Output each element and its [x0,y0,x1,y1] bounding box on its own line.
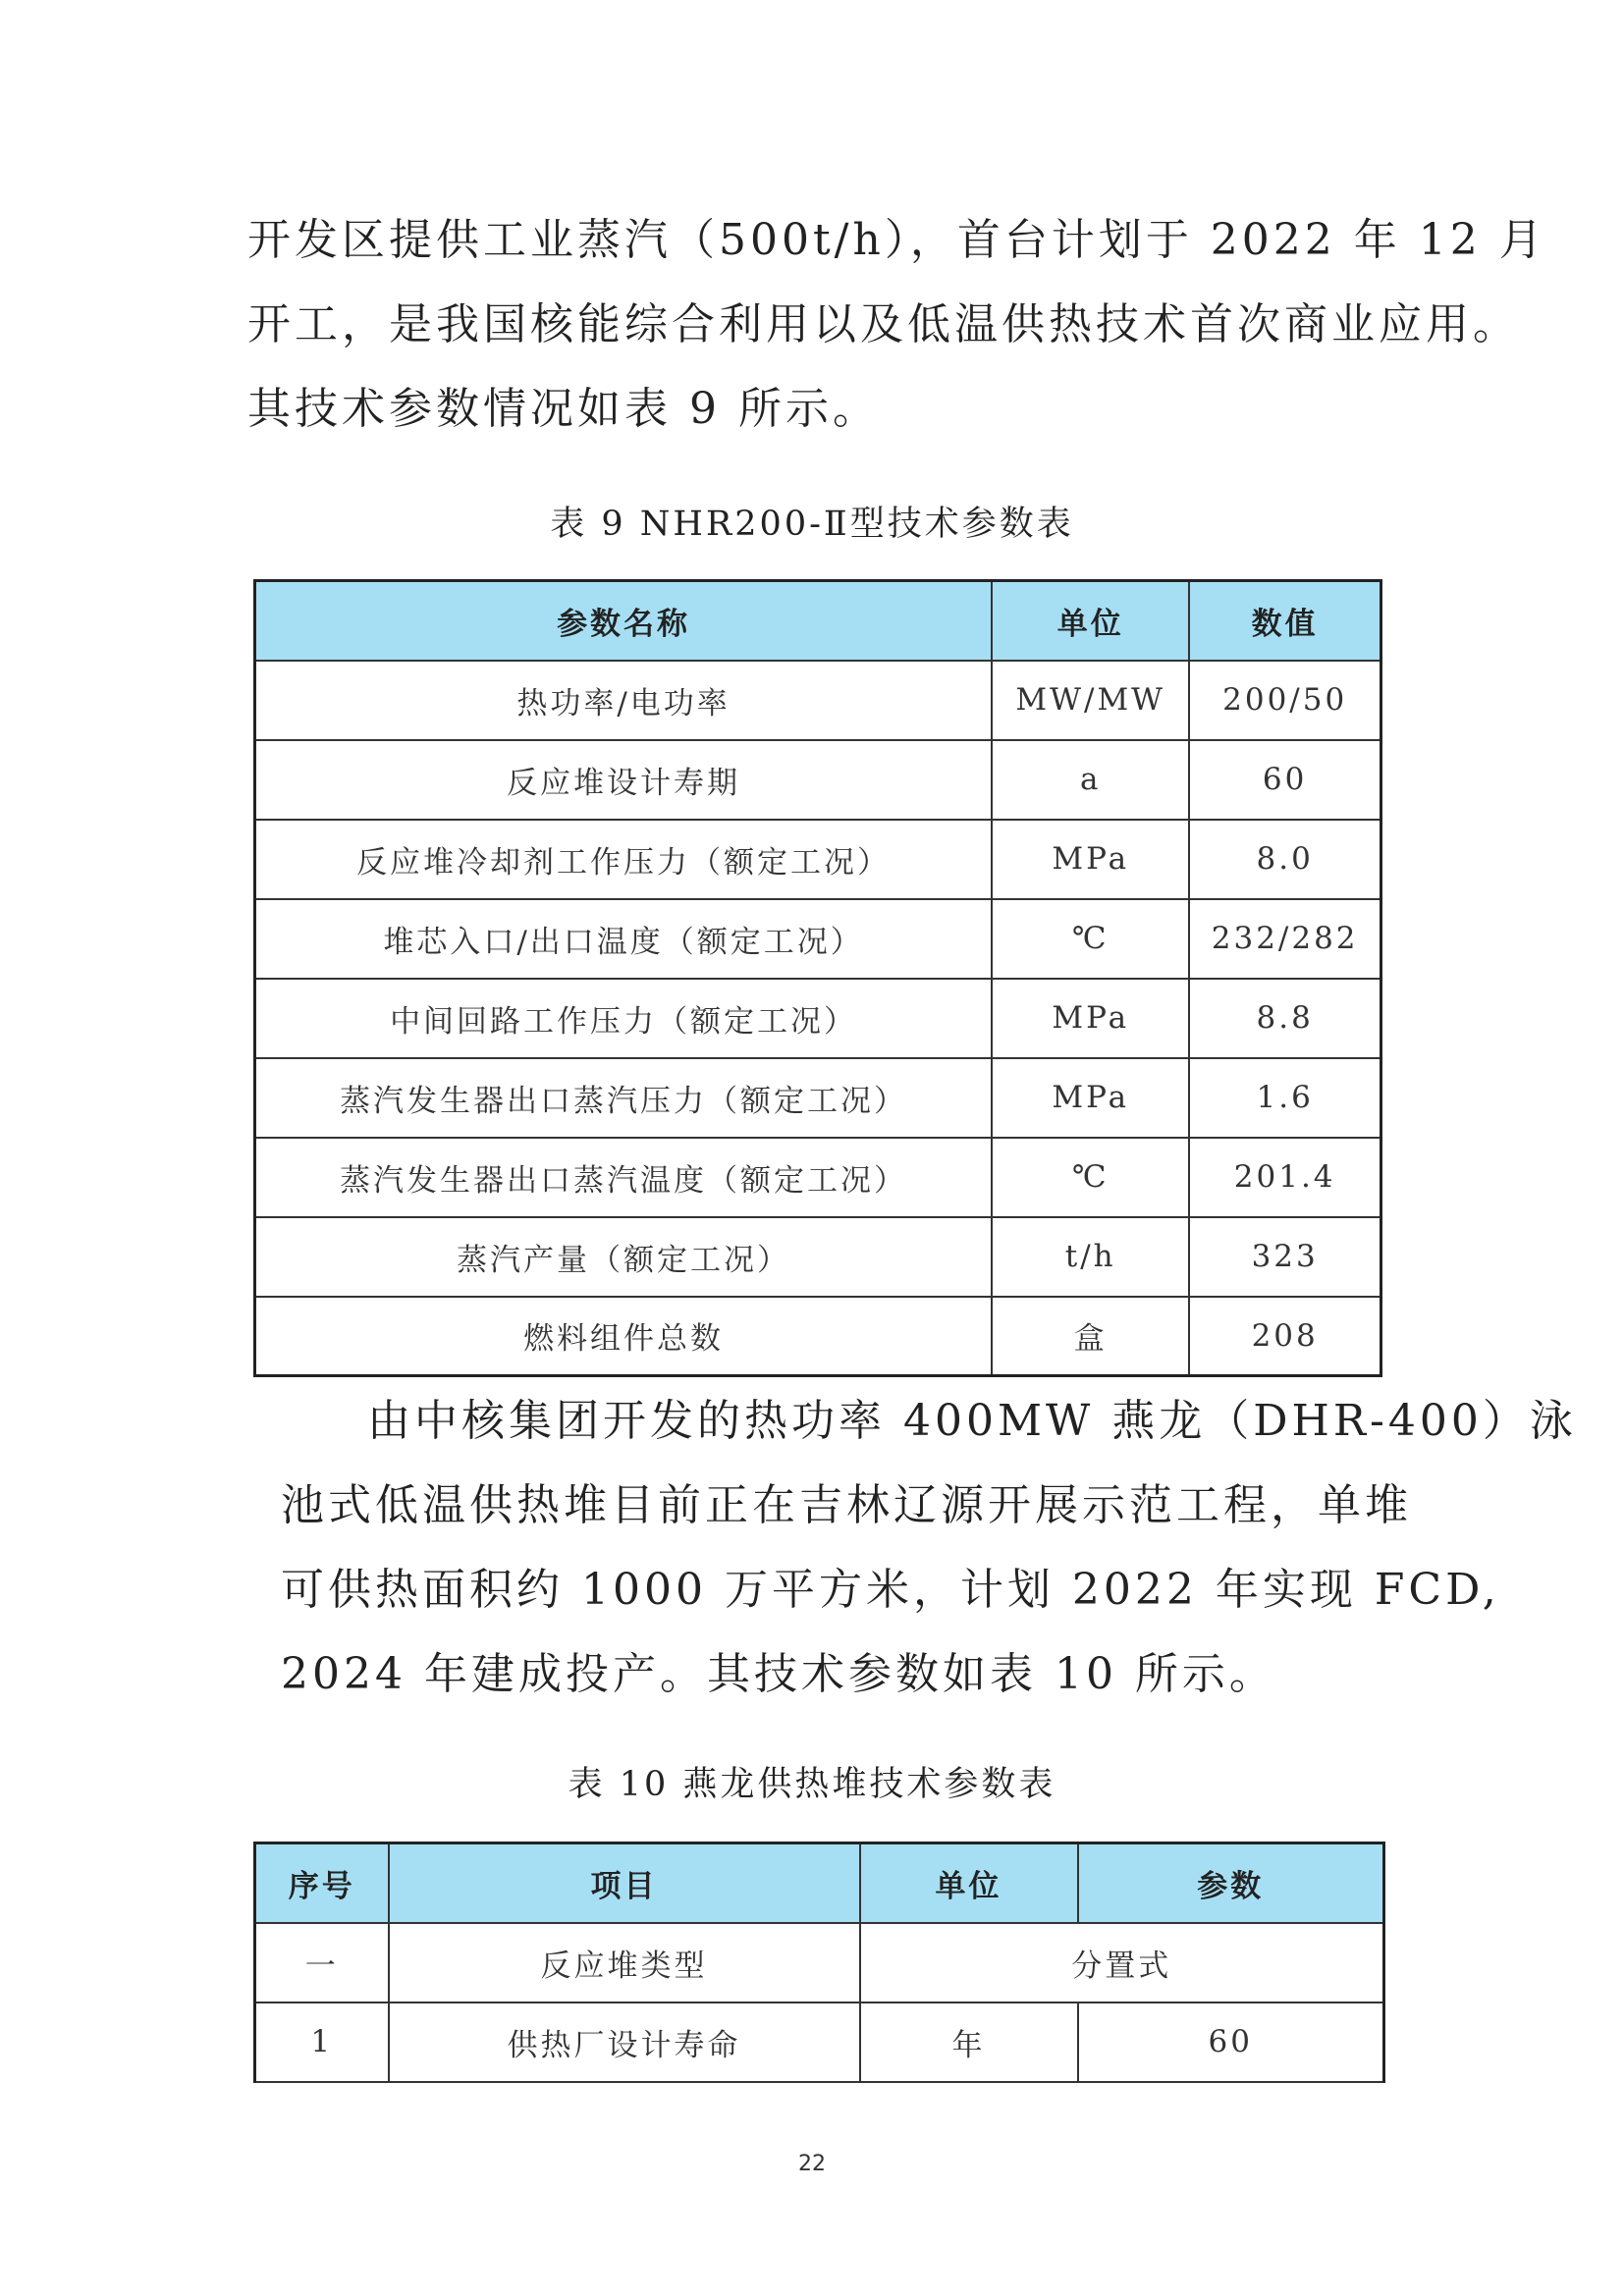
index-cell: 一 [255,1923,389,2002]
param-name-cell: 蒸汽产量（额定工况） [255,1217,993,1297]
table-row [255,820,1381,899]
table-header-row [255,1843,1384,1923]
value-cell: 1.6 [1189,1058,1380,1138]
header-cell: 项目 [389,1843,860,1923]
paragraph-line: 开发区提供工业蒸汽（500t/h），首台计划于 2022 年 12 月 [247,215,1546,265]
paragraph-line: 2024 年建成投产。其技术参数如表 10 所示。 [281,1649,1276,1699]
header-cell: 序号 [255,1843,389,1923]
intro-paragraph [247,198,1546,452]
param-name-cell: 蒸汽发生器出口蒸汽温度（额定工况） [255,1138,993,1217]
unit-cell: a [992,740,1189,820]
header-cell: 单位 [992,581,1189,661]
header-cell: 参数 [1078,1843,1384,1923]
param-name-cell: 热功率/电功率 [255,661,993,740]
paragraph-line: 池式低温供热堆目前正在吉林辽源开展示范工程，单堆 [281,1480,1412,1530]
paragraph-line: 可供热面积约 1000 万平方米，计划 2022 年实现 FCD, [281,1565,1500,1615]
table10 [253,1842,1385,2083]
paragraph-line: 其技术参数情况如表 9 所示。 [247,384,880,434]
unit-cell: ℃ [992,1138,1189,1217]
param-name-cell: 中间回路工作压力（额定工况） [255,979,993,1058]
table-row [255,1217,1381,1297]
param-name-cell: 蒸汽发生器出口蒸汽压力（额定工况） [255,1058,993,1138]
unit-cell: MPa [992,1058,1189,1138]
unit-cell: MPa [992,820,1189,899]
unit-cell: t/h [992,1217,1189,1297]
value-cell: 60 [1078,2002,1384,2082]
header-cell: 单位 [860,1843,1078,1923]
paragraph-line: 由中核集团开发的热功率 400MW 燕龙（DHR-400）泳 [367,1396,1577,1446]
unit-cell: 年 [860,2002,1078,2082]
table-row [255,979,1381,1058]
param-name-cell: 反应堆冷却剂工作压力（额定工况） [255,820,993,899]
table-row [255,740,1381,820]
table-row [255,1923,1384,2002]
value-cell: 323 [1189,1217,1380,1297]
value-cell: 8.0 [1189,820,1380,899]
value-cell: 232/282 [1189,899,1380,979]
item-cell: 供热厂设计寿命 [389,2002,860,2082]
table-row [255,1058,1381,1138]
page-number: 22 [798,2152,826,2176]
header-cell: 参数名称 [255,581,993,661]
table10-caption: 表 10 燕龙供热堆技术参数表 [568,1765,1056,1804]
table-row [255,2002,1384,2082]
table9 [253,579,1382,1377]
value-cell: 208 [1189,1297,1380,1376]
table-row [255,1138,1381,1217]
unit-cell: 盒 [992,1297,1189,1376]
value-cell: 201.4 [1189,1138,1380,1217]
unit-cell: ℃ [992,899,1189,979]
paragraph-line: 开工，是我国核能综合利用以及低温供热技术首次商业应用。 [247,299,1520,349]
value-cell: 60 [1189,740,1380,820]
table9-caption: 表 9 NHR200-Ⅱ型技术参数表 [550,505,1074,544]
param-name-cell: 燃料组件总数 [255,1297,993,1376]
value-cell: 8.8 [1189,979,1380,1058]
index-cell: 1 [255,2002,389,2082]
second-paragraph [281,1379,1577,1717]
table-header-row [255,581,1381,661]
value-cell: 200/50 [1189,661,1380,740]
table-row [255,899,1381,979]
table-row [255,661,1381,740]
param-name-cell: 反应堆设计寿期 [255,740,993,820]
unit-cell: MPa [992,979,1189,1058]
value-cell: 分置式 [860,1923,1384,2002]
header-cell: 数值 [1189,581,1380,661]
unit-cell: MW/MW [992,661,1189,740]
item-cell: 反应堆类型 [389,1923,860,2002]
table-row [255,1297,1381,1376]
param-name-cell: 堆芯入口/出口温度（额定工况） [255,899,993,979]
